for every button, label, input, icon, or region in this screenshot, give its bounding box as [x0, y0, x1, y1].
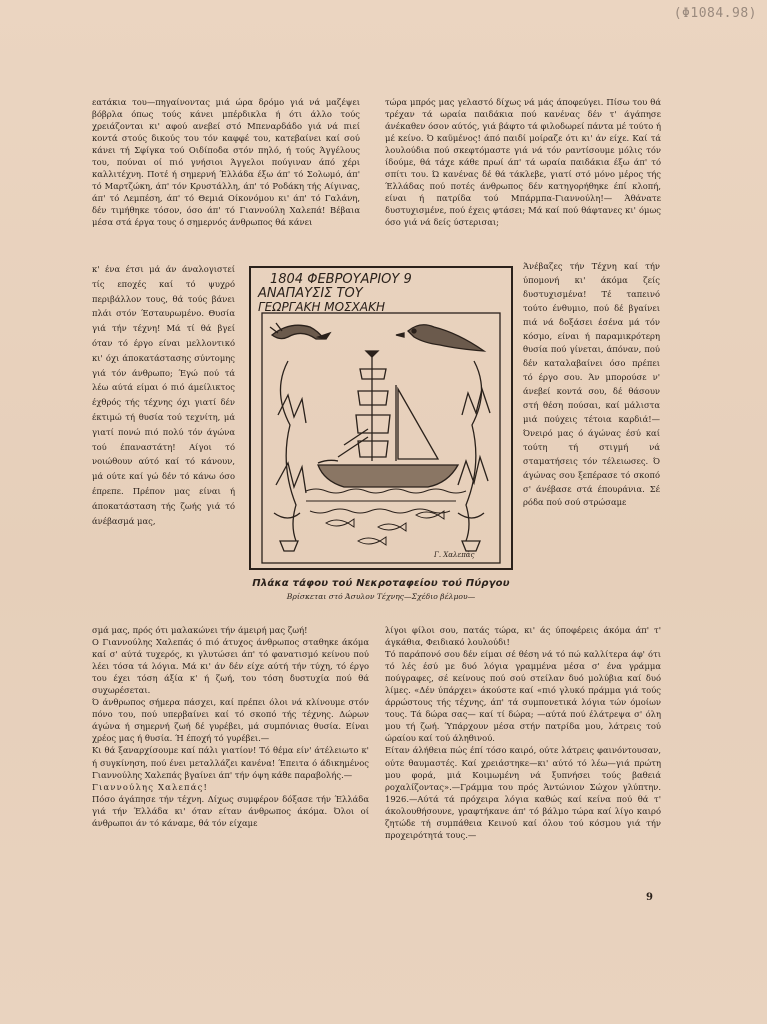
- paragraph: Πόσο άγάπησε τήν τέχνη. Δίχως συμφέρον δόξασε τήν Έλλάδα γιά τήν Έλλάδα κι' όταν είταν άνθρωπος άκόμα. Όλοι οί άνθρωποι άν τό κάναμε, θά τόν είχαμε: [92, 793, 369, 828]
- column-left-narrow: [92, 262, 235, 528]
- column-right-top: [385, 96, 661, 229]
- paragraph: Τό παράπονό σου δέν είμαι σέ θέση νά τό πώ καλλίτερα άφ' ότι τό λές έσύ με δυό λόγια γραμμένα μέσα σ' ένα γράμμα πούγραφες, σέ κείνους πού σού στείλαν δυό μολύβια καί δυό λίμες. «Δέν ύπάρχει» άκούστε καί «πιό γλυκό πράμμα γιά τούς άρρώστους τής τέχνης, άπ' τά συμπονετικά λόγια τών όμοίων τους. Τά δώρα σας— καί τί δώρα; —αύτά πού έλάτρεψα σ' όλη μου τή ζωή. Ύπάρχουν μέσα στήν πατρίδα μου, λάτρεις τού ώραίου καί τού άληθινού.: [385, 649, 661, 744]
- paragraph: εατάκια του—πηγαίνοντας μιά ώρα δρόμο γιά νά μαζέψει βόβρλα όπως τούς κάνει μπέρδικλα ή ότι άλλο τούς χρειάζονται κι' αφού ανεβεί στό Μπεναρδάδο γιά νά πιεί κοντά στούς δικούς του τόν καφφέ του, κατεβαίνει καί σού κάνει τή Σφίγκα τού Οιδίποδα στόν πηλό, ή τούς Άγγέλους του, πούναι οί πιό γνήσιοι Άγγελοι πούγιναν άπό χέρι καλλιτέχνη. Ποτέ ή σημερνή Έλλάδα έξω άπ' τό Σολωμό, άπ' τό Μαρτζώκη, άπ' τόν Κρυστάλλη, άπ' τό Ροδάκη τής Αίγινας, άπ' τό Λεμπέση, άπ' τό Θεμιά Οίκονόμου κι' άπ' τό Γαλάνη, δέν τιμήθηκε τόσον, όσο άπ' τό Γιαννούλη Χαλεπά! Βέβαια μέσα στά έργα τους ό σημερνός άνθρωπος θά κάνει: [92, 97, 360, 228]
- paragraph: τώρα μπρός μας γελαστό δίχως νά μάς άποφεύγει. Πίσω του θά τρέχαν τά ωραία παιδάκια πού κανένας δέν τ' άγάπησε άνέκαθεν όσον αύτός, γιά βάφτο τά φιλοδωρεί πάντα μέ τούτο ή μέ κείνο. Ό καϋμένος! άπό παιδί μοίραζε ότι κι' άν είχε. Καί τά λουλούδια πού σκεφτόμαστε γιά νά τόν ραντίσουμε μόλις τόν ίδούμε, θά τάχε κάθε πρωί άπ' τά ωραία παιδάκια έξω άπ' τό σπίτι του. Ώ κανένας δέ θά τάκλεβε, γιατί στό μόνο μέρος τής Έλλάδας πού ποτές άνθρωπος δέν κατηγορήθηκε έπί κλοπή, είναι ή πατρίδα τού Μπάρμπα-Γιαννούλη!— Άθάνατε δυστυχισμένε, πού έχεις φτάσει; Μά καί πού θάφτανες κι' όμως όσο γιά νά δείς ύστερισαι;: [385, 97, 661, 228]
- tombstone-illustration: [248, 265, 514, 573]
- column-right-narrow: [523, 260, 660, 510]
- fish-icon: [326, 511, 444, 545]
- paragraph: λίγοι φίλοι σου, πατάς τώρα, κι' άς ύποφέρεις άκόμα άπ' τ' άγκάθια, Φειδιακό λουλούδι!: [385, 625, 661, 648]
- page-number: 9: [646, 892, 653, 903]
- bird-left-icon: [270, 323, 330, 339]
- caption-subtitle: Βρίσκεται στό Άσυλον Τέχνης—Σχέδιο βέλμου—: [286, 592, 476, 601]
- paragraph: Ο Γιαννούλης Χαλεπάς ό πιό άτυχος άνθρωπος σταθηκε άκόμα καί σ' αύτά τυχερός, κι γλυτώσει άπ' τό φανατισμό κείνου πού λέει τόσα τά λόγια. Μά κι' άν δέν είχε αύτή τήν τύχη, τό έργο του έχει τόση άξία κ' ή ζωή, του τόση δυστυχία πού θά συχωρέσεται.: [92, 637, 369, 696]
- inscription-line-2: ΑΝΑΠΑΥΣΙΣ ΤΟΥ: [258, 286, 363, 301]
- column-left-bottom: [92, 624, 369, 829]
- paragraph: κ' ένα έτσι μά άν άναλογιστεί τίς εποχές καί τό ψυχρό περιβάλλον τους, θά τούς βάνει πλάι στόν Έσταυρωμένο. Θυσία γιά τήν τέχνη! Μά τί θά βγεί όταν τό έργο είναι μελλοντικό κι' όχι άποκατάστασης σύντομης γιά τόν άνθρωπο; Έγώ πού τά λέω αύτά είμαι ό πιό άμείλικτος έχθρός τής τέχνης όχι γιατί δέν έκτιμώ τή θυσία τού τεχνίτη, μά γιατί πονώ πιό πολύ τόν άγώνα τού έπαναστάτη! Αίγοι τό νοιώθουν αύτό καί τό κάνουν, μά ούτε καί γώ δέν τό κάνω όσο έπρεπε. Πρέπον μας είναι ή άποκατάσταση τής ζωής γιά τό άνέβασμά μας,: [92, 264, 235, 526]
- paragraph: Ό άνθρωπος σήμερα πάσχει, καί πρέπει όλοι νά κλίνουμε στόν πόνο του, πού υπερβαίνει καί τό σκοπό τής τέχνης. Δώρων άγώνα ή σημερνή ζωή δέ γυρέβει, μά συμπόνιας θυσία. Είναι χρέος μας ή θυσία. Ή έποχή τό γυρέβει.—: [92, 697, 369, 744]
- ship-icon: [318, 351, 458, 487]
- paragraph-name-exclamation: Γιαννούλης Χαλεπάς!: [92, 781, 209, 792]
- paragraph: Κι θά ξαναρχίσουμε καί πάλι γιατίον! Τό θέμα είν' άτέλειωτο κ' ή συγκίνηση, πού ένει μεταλλάζει κανένα! Έπειτα ό άδικημένος Γιαννούλης Χαλεπάς βγαίνει άπ' τήν όψη κάθε παραβολής.—: [92, 745, 369, 780]
- tombstone-drawing: [248, 265, 514, 573]
- plant-right-icon: [458, 361, 490, 551]
- column-left-top: [92, 96, 360, 229]
- artist-signature: Γ. Χαλεπάς: [434, 551, 475, 559]
- paragraph: σμά μας, πρός ότι μαλακώνει τήν άμειρή μας ζωή!: [92, 625, 308, 635]
- water-waves-icon: [306, 489, 466, 513]
- plant-left-icon: [274, 361, 306, 551]
- archive-mark: (Φ1084.98): [673, 6, 757, 21]
- paragraph: Είταν άλήθεια πώς έπί τόσο καιρό, ούτε λάτρεις φαινόντουσαν, ούτε θαυμαστές. Καί χρειάστηκε—κι' αύτό τό λέω—γιά πρώτη μου φορά, μιά Κοιμωμένη νά ξυπνήσει τούς βαθειά ροχαλίζοντας».—Γράμμα του πρός Άντώνιον Σώχον γλύπτην. 1926.—Αύτά τά πρόχειρα λόγια καθώς καί κείνα πού θά τ' άκολουθήσουνε, γραφτήκανε άπ' τό βάλμο τώρα καί λίγο καιρό ζητώδε τή συμπάθεια Κεινού καί όλου τού κόσμου γιά τήν προχειρότητά τους.—: [385, 745, 661, 840]
- inscription-line-3: ΓΕΩΡΓΑΚΗ ΜΟΣΧΑΚΗ: [258, 300, 385, 314]
- figure-caption: [243, 578, 519, 601]
- column-right-bottom: [385, 624, 661, 841]
- caption-title: Πλάκα τάφου τού Νεκροταφείου τού Πύργου: [252, 578, 510, 589]
- paragraph: Άνέβαζες τήν Τέχνη καί τήν ύπομονή κι' άκόμα ζείς δυστυχισμένα! Τέ ταπεινό τούτο ένθυμιο, πού δέ βγαίνει πιά νά δοξάσει έσένα μά τόν κόσμο, είναι ή παραμικρότερη θυσία πού γίνεται, άπόναν, πού δέν καταλαβαίνει όσο πρέπει τό έργο σου. Άν μπορούσε ν' άνεβεί κοντά σου, δέ θάσουν στή θέση πούσαι, καί μάλιστα μιά πούχεις τέτοια καρδιά!— Όνειρό μας ό άγώνας έσύ καί τούτη τή στιγμή νά σταματήσεις τόν τέλειωσες. Ό άγώνας σου ξεπέρασε τό σκοπό σ' άνέβασε στά έπουράνια. Σέ ρόδα πού σού στρώσαμε: [523, 261, 660, 508]
- bird-right-icon: [396, 325, 484, 351]
- inscription-line-1: 1804 ΦΕΒΡΟΥΑΡΙΟΥ 9: [270, 272, 412, 287]
